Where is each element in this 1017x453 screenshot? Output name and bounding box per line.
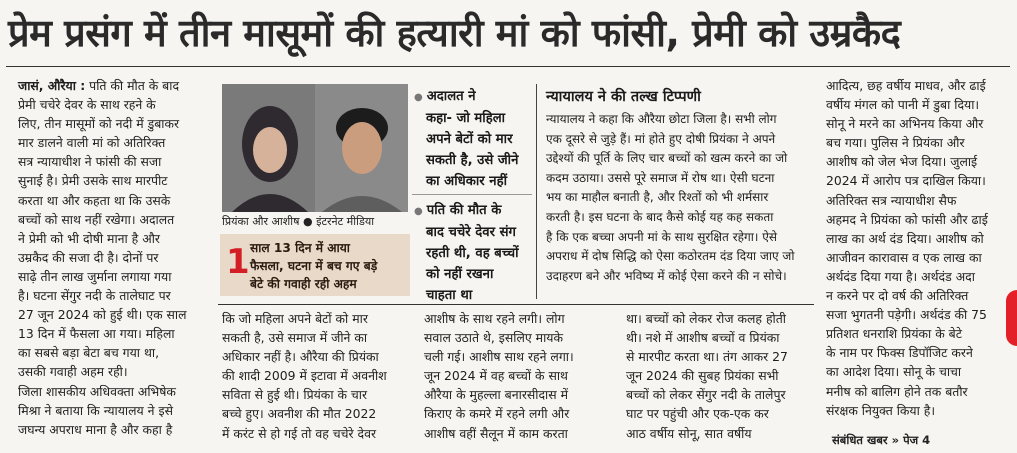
- column-line: कदम उठाया। उससे पूरे समाज में रोष था। ऐसी घटना: [546, 170, 775, 185]
- photo-caption: [222, 214, 408, 230]
- column-line: जिला शासकीय अधिवक्ता अभिषेक: [18, 383, 176, 399]
- court-box-text: [546, 110, 808, 286]
- column-line: थी। नशे में आशीष बच्चों व प्रियंका: [626, 330, 780, 346]
- box-divider: [536, 84, 537, 299]
- column-line: मार डालने वाली मां को अतिरिक्त: [18, 135, 166, 151]
- column-line: अधिकार नहीं है। औरैया की प्रियंका: [222, 349, 379, 365]
- column-line: न करने पर दो वर्ष की अतिरिक्त: [826, 288, 969, 304]
- quote-text: बाद चचेरे देवर संग: [426, 225, 516, 240]
- quote-line: [414, 285, 534, 306]
- article-column-6: [826, 76, 1008, 420]
- fact-box: [220, 234, 410, 296]
- column-line: करती है। इस घटना के बाद कैसे कोई यह कह सकता: [546, 209, 774, 224]
- column-line: आठ वर्षीय सोनू, सात वर्षीय: [626, 425, 752, 441]
- article-column-5: [626, 309, 810, 443]
- photo-image: [222, 84, 408, 212]
- column-line: प्रतिशत धनराशि प्रियंका के बेटे: [826, 326, 962, 342]
- column-line: आशीष वहीं सैलून में काम करता: [424, 425, 568, 441]
- column-line: सत्र न्यायाधीश ने फांसी की सजा: [18, 154, 162, 170]
- quote-text: को नहीं रखना: [426, 267, 494, 282]
- pull-quote-husband: [414, 200, 534, 306]
- column-line: सकती है, उसे समाज में जीने का: [222, 330, 368, 346]
- column-line: चली गई। आशीष साथ रहने लगा।: [424, 349, 574, 365]
- column-line: सजा भुगतनी पड़ेगी। अर्थदंड की 75: [826, 307, 987, 323]
- related-link[interactable]: संबंधित खबर » पेज 4: [832, 433, 931, 447]
- column-line: बच गया। पुलिस ने प्रियंका और: [826, 135, 965, 151]
- bullet-icon: ●: [414, 206, 423, 217]
- fact-line: साल 13 दिन में आया: [250, 241, 350, 255]
- column-line: है। घटना सेंगुर नदी के तालेघाट पर: [18, 288, 171, 304]
- column-line: कि जो महिला अपने बेटों को मार: [222, 311, 368, 326]
- column-line: सवाल उठाते थे, इसलिए मायके: [424, 330, 563, 346]
- quote-line: [414, 200, 534, 222]
- quote-text: का अधिकार नहीं: [426, 174, 508, 189]
- column-line: 2024 में आरोप पत्र दाखिल किया।: [826, 173, 986, 189]
- fact-line: फैसला, घटना में बच गए बड़े: [250, 259, 378, 273]
- column-line: मनीष को बालिग होने तक बतौर: [826, 383, 968, 399]
- column-line: बच्चे हुए। अवनीश की मौत 2022: [222, 406, 377, 422]
- column-line: उद्देश्यों की पूर्ति के लिए चार बच्चों को खत्म करने का जो: [546, 151, 788, 166]
- quote-text: रहती थी, वह बच्चों: [426, 246, 519, 261]
- column-line: अहमद ने प्रियंका को फांसी और ढाई: [826, 211, 988, 227]
- column-line: घाट पर पहुंची और एक-एक कर: [626, 406, 769, 422]
- article-column-3: [222, 309, 406, 443]
- column-line: किराए के कमरे में रहने लगी और: [424, 406, 570, 422]
- column-line: प्रेमी चचेरे देवर के साथ रहने के: [18, 97, 156, 113]
- quote-text: पति की मौत के: [426, 203, 502, 218]
- column-line: सुनाई है। प्रेमी उसके साथ मारपीट: [18, 173, 168, 189]
- column-line: बच्चों को साथ नहीं रखेगा। अदालत: [18, 211, 175, 227]
- quote-line: [414, 86, 534, 108]
- quote-line: [414, 108, 534, 129]
- column-line: का सबसे बड़ा बेटा बच गया था,: [18, 345, 160, 361]
- column-line: के नाम पर फिक्स डिपॉजिट करने: [826, 345, 973, 361]
- column-line: है कि एक बच्चा अपनी मां के साथ सुरक्षित रहेगा। ऐसे: [546, 229, 777, 244]
- column-line: अतिरिक्त सत्र न्यायाधीश सैफ: [826, 192, 957, 208]
- column-line: संरक्षक नियुक्त किया है।: [826, 402, 936, 418]
- column-line: एक दूसरे से जुड़े हैं। मां होते हुए दोषी प्रियंका ने अपने: [546, 131, 776, 146]
- column-line: आशीष के साथ रहने लगी। लोग: [424, 311, 565, 326]
- column-line: अपराध में दोष सिद्धि को ऐसा कठोरतम दंड दिया जाए जो: [546, 249, 795, 264]
- quote-text: अदालत ने: [426, 89, 476, 104]
- column-line: सोनू ने मरने का अभिनय किया और: [826, 116, 984, 132]
- dateline: जासं, औरैया :: [18, 78, 86, 93]
- quote-line: [414, 129, 534, 150]
- caption-separator-icon: ●: [302, 215, 317, 228]
- pull-quote-court: [414, 86, 534, 192]
- column-line: आदित्य, छह वर्षीय माधव, और ढाई: [826, 78, 986, 93]
- column-line: जून 2024 में वह बच्चों के साथ: [424, 368, 568, 384]
- fact-text: [250, 239, 408, 293]
- column-line: बच्चों को लेकर सेंगुर नदी के तालेपुर: [626, 387, 786, 403]
- column-line: 27 जून 2024 को हुई थी। एक साल: [18, 307, 187, 323]
- column-line: न्यायालय ने कहा कि औरैया छोटा जिला है। सभी लोग: [546, 112, 777, 126]
- quote-text: सकती है, उसे जीने: [426, 153, 519, 168]
- caption-names: प्रियंका और आशीष: [222, 215, 300, 228]
- column-line: जघन्य अपराध माना है और कहा है: [18, 421, 173, 437]
- column-line: सविता से हुई थी। प्रियंका के चार: [222, 387, 368, 403]
- quote-line: [414, 264, 534, 285]
- bullet-icon: ●: [414, 92, 423, 103]
- column-line: साढ़े तीन लाख जुर्माना लगाया गया: [18, 268, 172, 284]
- column-line: 13 दिन में फैसला आ गया। महिला: [18, 326, 175, 342]
- column-line: आशीष को जेल भेज दिया। जुलाई: [826, 154, 978, 170]
- column-line: अर्थदंड दिया गया है। अर्थदंड अदा: [826, 268, 975, 284]
- column-line: वर्षीय मंगल को पानी में डुबा दिया।: [826, 97, 980, 113]
- column-line: जून 2024 की सुबह प्रियंका सभी: [626, 368, 779, 384]
- column-line: औरैया के मुहल्ला बनारसीदास में: [424, 387, 568, 403]
- quote-line: [414, 222, 534, 243]
- column-line: पति की मौत के बाद: [89, 78, 180, 93]
- quote-line: [414, 171, 534, 192]
- quote-text: कहा- जो महिला: [426, 111, 506, 126]
- article-column-1: [18, 76, 202, 439]
- quote-line: [414, 150, 534, 171]
- lower-rule: [218, 304, 814, 305]
- column-line: करता था और कहता था कि उसके: [18, 192, 171, 208]
- column-line: उम्रकैद की सजा दी है। दोनों पर: [18, 249, 159, 265]
- column-line: आजीवन कारावास व एक लाख का: [826, 249, 982, 265]
- column-line: में करंट से हो गई तो वह चचेरे देवर: [222, 425, 377, 441]
- column-line: भय का माहौल बनाती है, और रिश्तों को भी शर्मसार: [546, 190, 769, 205]
- column-line: लाख का अर्थ दंड दिया। आशीष को: [826, 230, 984, 246]
- quote-line: [414, 243, 534, 264]
- column-line: उसकी गवाही अहम रही।: [18, 364, 128, 380]
- court-box-title: न्यायालय ने की तल्ख टिप्पणी: [546, 89, 701, 105]
- caption-credit: इंटरनेट मीडिया: [316, 215, 375, 228]
- fact-number: 1: [226, 242, 250, 282]
- headline: प्रेम प्रसंग में तीन मासूमों की हत्यारी मां को फांसी, प्रेमी को उम्रकैद: [8, 11, 901, 55]
- red-edge-marker: [1006, 290, 1017, 346]
- photo: [222, 84, 408, 212]
- quote-divider: [412, 194, 532, 195]
- column-line: मिश्रा ने बताया कि न्यायालय ने इसे: [18, 402, 173, 418]
- column-line: उदाहरण बने और भविष्य में कोई ऐसा करने की न सोचे।: [546, 268, 787, 283]
- column-line: ने प्रेमी को भी दोषी माना है और: [18, 230, 160, 246]
- quote-text: चाहता था: [426, 288, 473, 303]
- column-line: लिए, तीन मासूमों को नदी में डुबाकर: [18, 116, 180, 132]
- column-line: का आदेश दिया। सोनू के चाचा: [826, 364, 962, 380]
- column-line: से मारपीट करता था। तंग आकर 27: [626, 349, 788, 365]
- column-line: था। बच्चों को लेकर रोज कलह होती: [626, 311, 787, 326]
- column-line: की शादी 2009 में इटावा में अवनीश: [222, 368, 387, 384]
- quote-text: अपने बेटों को मार: [426, 132, 513, 147]
- article-column-4: [424, 309, 608, 443]
- headline-rule: [6, 66, 1010, 67]
- fact-line: बेटे की गवाही रही अहम: [250, 277, 357, 291]
